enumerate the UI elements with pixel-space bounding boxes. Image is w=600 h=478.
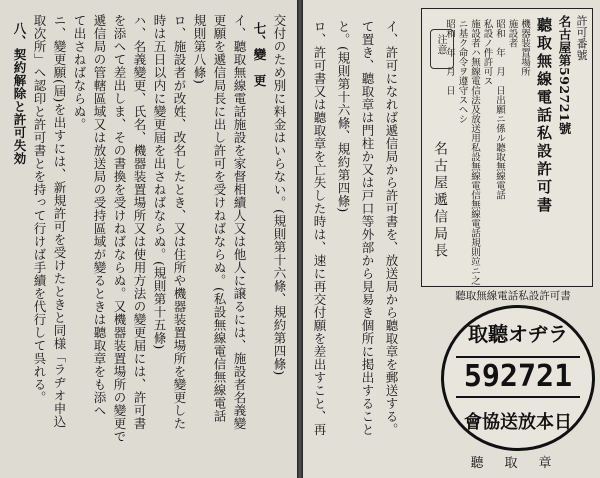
license-certificate: [421, 8, 593, 287]
left-text-column: 時は五日以内に變更屆を出さねばならぬ。(規則第十五條): [152, 14, 167, 350]
certificate-field: 施設者: [506, 19, 518, 48]
license-number-label: 許可番號: [575, 15, 588, 61]
left-text-column: ロ、施設者が改姓、改名したとき、又は住所や機器装置場所を變更した: [172, 14, 187, 430]
listener-badge: [441, 305, 595, 451]
license-number: [575, 15, 588, 61]
badge-top-text: ラヂオ聽取: [468, 322, 568, 346]
license-number-value: 名古屋第592721號: [557, 15, 572, 136]
notice-stamp: [430, 29, 454, 69]
left-text-column: ニ、變更願(屆)を出すには、新規許可を受けたときと同様「ラヂオ申込: [52, 14, 67, 428]
left-text-column: を添へて差出しま、その書換を受けねばならぬ。又機器装置場所の變更で: [112, 14, 127, 443]
certificate-footer-row: 書可許設私話電線無取聽: [455, 290, 571, 302]
license-title: 聽取無線電話私設許可書: [535, 17, 553, 215]
certificate-field: 機器装置場所: [519, 19, 530, 76]
issuer: 名古屋遞信局長: [432, 141, 448, 260]
left-page: [0, 0, 297, 478]
certificate-field: ニ基ク命令ヲ遵守スヘシ: [456, 19, 468, 124]
left-text-column: ハ、名義變更、氏名、機器装置場所又は使用方法の變更届には、許可書: [132, 14, 147, 430]
left-text-column: 遞信局の管轄區域又は放送局の受持區域が變るときは聽取章をも添へ: [92, 14, 107, 417]
left-text-column: て出さねばならぬ。: [72, 14, 87, 131]
certificate-field: 施設者ハ無線電信法及放送用私設無線電信無線電話規則竝ニ之: [469, 19, 480, 285]
certificate-field: 昭和 年 月 日出願ニ係ル聽取無線電話: [494, 19, 505, 200]
notice-label: 注意: [435, 34, 446, 55]
right-text-column: イ、許可になれば遞信局から許可書を、放送局から聽取章を郵送する。: [384, 20, 399, 436]
certificate-field: 私設ノ件許可ス: [481, 19, 493, 86]
certificate-field: 昭和 年 月 日: [444, 19, 455, 95]
left-text-column: 更願を遞信局長に出し許可を受けねばならぬ。(私設無線電信無線電話: [212, 14, 227, 423]
left-text-column: 八、契約解除と許可失効: [12, 22, 27, 165]
left-text-column: 七、變 更: [252, 22, 267, 87]
left-text-column: イ、聽取無線電話施設を家督相續人又は他人に譲るには、施設者名義變: [232, 14, 247, 430]
badge-caption: 聽 取 章: [470, 456, 556, 471]
badge-number: 592721: [456, 356, 580, 398]
left-text-column: 取次所」へ認印と許可書とを持って行けば手續を代行して呉れる。: [32, 14, 47, 404]
right-text-column: と。(規則第十六條、規約第四條): [336, 20, 351, 213]
right-text-column: て置き、聽取章は門柱か又は戸口等外部から見易き個所に掲出すること: [360, 20, 375, 436]
right-page: [303, 0, 600, 478]
left-text-column: 交付のため別に料金はいらない。(規則第十六條、規約第四條): [272, 14, 287, 376]
badge-bottom-text: 日本放送協會: [464, 412, 572, 433]
right-text-column: ロ、許可書又は聽取章を亡失した時は、速に再交付願を差出すこと、再: [312, 20, 327, 436]
left-text-column: 規則第八條): [192, 14, 207, 85]
